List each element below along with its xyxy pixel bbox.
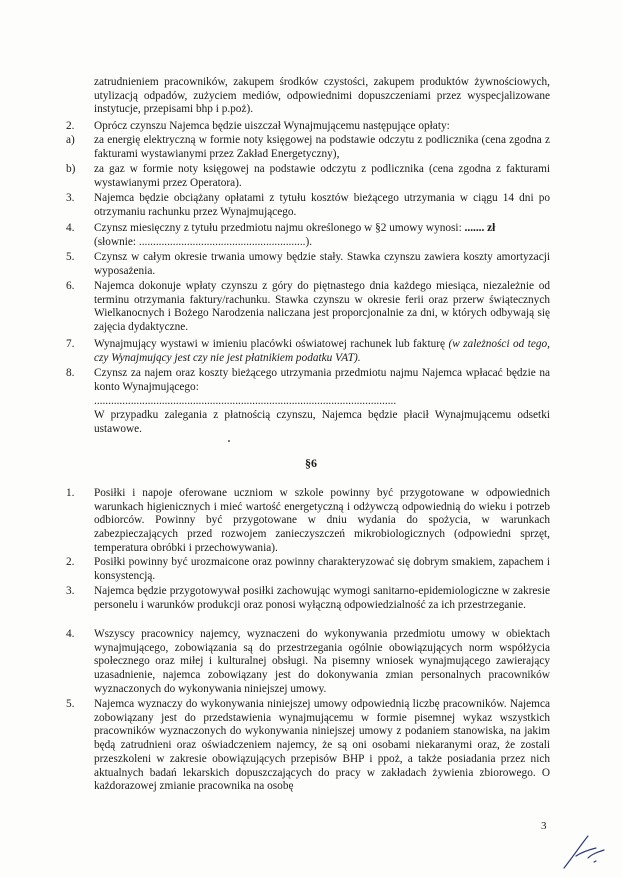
scan-speck <box>228 440 230 442</box>
item-text: Oprócz czynszu Najemca będzie uiszczał Wynajmującemu następujące opłaty: <box>94 120 450 132</box>
s5-item-5 <box>66 251 550 278</box>
section-6-heading: §6 <box>305 456 317 470</box>
item-number: 5. <box>66 698 75 710</box>
signature-initials-icon <box>558 828 608 873</box>
item-number: 6. <box>66 280 75 292</box>
invoice-vat-note: (w zależności od tego, czy Wynajmujący jest czy nie jest płatnikiem podatku VAT). <box>94 338 550 364</box>
s6-item-5 <box>66 698 550 794</box>
item-number: a) <box>66 134 75 146</box>
s5-item-6 <box>66 280 550 335</box>
s6-item-3 <box>66 585 550 612</box>
item-number: 2. <box>66 556 75 568</box>
s6-item-4 <box>66 628 550 697</box>
item-number: b) <box>66 163 76 175</box>
item-number: 5. <box>66 251 75 263</box>
item-number: 1. <box>66 487 75 499</box>
item-number: 2. <box>66 120 75 132</box>
item-text: Czynsz za najem oraz koszty bieżącego utrzymania przedmiotu najmu Najemca wpłacać będzie na konto Wynajmującego: <box>94 367 550 393</box>
item-text <box>94 338 550 365</box>
item-number: 4. <box>66 628 75 640</box>
item-text: Wszyscy pracownicy najemcy, wyznaczeni do wykonywania przedmiotu umowy w obiektach wynajmującego, zobowiązania są do przestrzegania ogólnie obowiązujących norm współżycia społecznego oraz miłej i kulturalnej obsługi. Na pisemny wniosek wynajmującego zawierający uzasadnienie, najemca zobowiązany jest do dokonywania zmian personalnych pracowników wyznaczonych do wykonywania niniejszej umowy. <box>94 628 550 695</box>
item-number: 3. <box>66 192 75 204</box>
item-number: 3. <box>66 585 75 597</box>
rent-text: Czynsz miesięczny z tytułu przedmiotu najmu określonego w §2 umowy wynosi: <box>94 222 465 234</box>
item-number: 7. <box>66 338 75 350</box>
item-text <box>94 222 550 249</box>
rent-amount: ....... zł <box>464 222 496 234</box>
rent-in-words: (słownie: ...........................................................). <box>94 235 313 248</box>
s5-item-8 <box>66 367 550 394</box>
s5-item-a <box>66 134 550 161</box>
item-text: Najemca będzie przygotowywał posiłki zachowując wymogi sanitarno-epidemiologiczne w zakresie personelu i warunków produkcji oraz ponosi wyłączną odpowiedzialność za ich przestrzeganie. <box>94 585 550 611</box>
s6-item-2 <box>66 556 550 583</box>
item-text: Posiłki powinny być urozmaicone oraz powinny charakteryzować się dobrym smakiem, zapachem i konsystencją. <box>94 556 550 582</box>
s5-item-3 <box>66 192 550 219</box>
intro-continuation: zatrudnieniem pracowników, zakupem środków czystości, zakupem produktów żywnościowych, utylizacją odpadów, zużyciem mediów, odpowiednimi dopuszczeniami przez wyspecjalizowane instytucje, przepisami bhp i p.poż). <box>94 76 550 116</box>
item-text: Najemca dokonuje wpłaty czynszu z góry do piętnastego dnia każdego miesiąca, niezależnie od terminu otrzymania faktury/rachunku. Stawka czynszu w okresie ferii oraz przerw świątecznych Wielkanocnych i Bożego Narodzenia naliczana jest proporcjonalnie za dni, w których odbywają się zajęcia dydaktyczne. <box>94 280 550 334</box>
invoice-text: Wynajmujący wystawi w imieniu placówki oświatowej rachunek lub fakturę <box>94 338 449 350</box>
late-payment-clause: W przypadku zalegania z płatnością czynszu, Najemca będzie płacił Wynajmującemu odsetki ustawowe. <box>94 409 550 435</box>
account-number-line: ........................................................................................................... <box>94 395 397 407</box>
item-number: 4. <box>66 222 75 234</box>
item-text: za gaz w formie noty księgowej na podstawie odczytu z podlicznika (cena zgodna z fakturami wystawianymi przez Operatora). <box>94 163 550 189</box>
item-text: za energię elektryczną w formie noty księgowej na podstawie odczytu z podlicznika (cena zgodna z fakturami wystawianymi przez Zakład Energetyczny), <box>94 134 550 160</box>
s5-item-b <box>66 163 550 190</box>
s5-item-7 <box>66 338 550 365</box>
item-text: Posiłki i napoje oferowane uczniom w szkole powinny być przygotowane w odpowiednich warunkach higienicznych i mieć wartość energetyczną i odżywczą odpowiednią do wieku i potrzeb odbiorców. Powinny być przygotowane w dniu wydania do spożycia, w warunkach zabezpieczających przed rozwojem zanieczyszczeń mikrobiologicznych (odpowiedni sprzęt, temperatura obróbki i przechowywania). <box>94 487 550 554</box>
item-text: Najemca wyznaczy do wykonywania niniejszej umowy odpowiednią liczbę pracowników. Najemca zobowiązany jest do przedstawienia wynajmującemu w formie pisemnej wykaz wszystkich pracowników wyznaczonych do wykonywania niniejszej umowy z podaniem stanowiska, na jakim będą zatrudnieni oraz oświadczeniem najemcy, że są oni osobami niekaranymi oraz, że zostali przeszkoleni w zakresie obowiązujących przepisów BHP i ppoż, a także posiadania przez nich aktualnych badań lekarskich dopuszczających do pracy w zakładach żywienia zbiorowego. O każdorazowej zmianie pracownika na osobę <box>94 698 550 793</box>
s5-item-2 <box>66 120 550 134</box>
s5-item-4 <box>66 222 550 249</box>
item-text: Czynsz w całym okresie trwania umowy będzie stały. Stawka czynszu zawiera koszty amortyzacji wyposażenia. <box>94 251 550 277</box>
item-text: Najemca będzie obciążany opłatami z tytułu kosztów bieżącego utrzymania w ciągu 14 dni po otrzymaniu rachunku przez Wynajmującego. <box>94 192 550 218</box>
s6-item-1 <box>66 487 550 556</box>
page-number: 3 <box>541 820 547 832</box>
item-number: 8. <box>66 367 75 379</box>
